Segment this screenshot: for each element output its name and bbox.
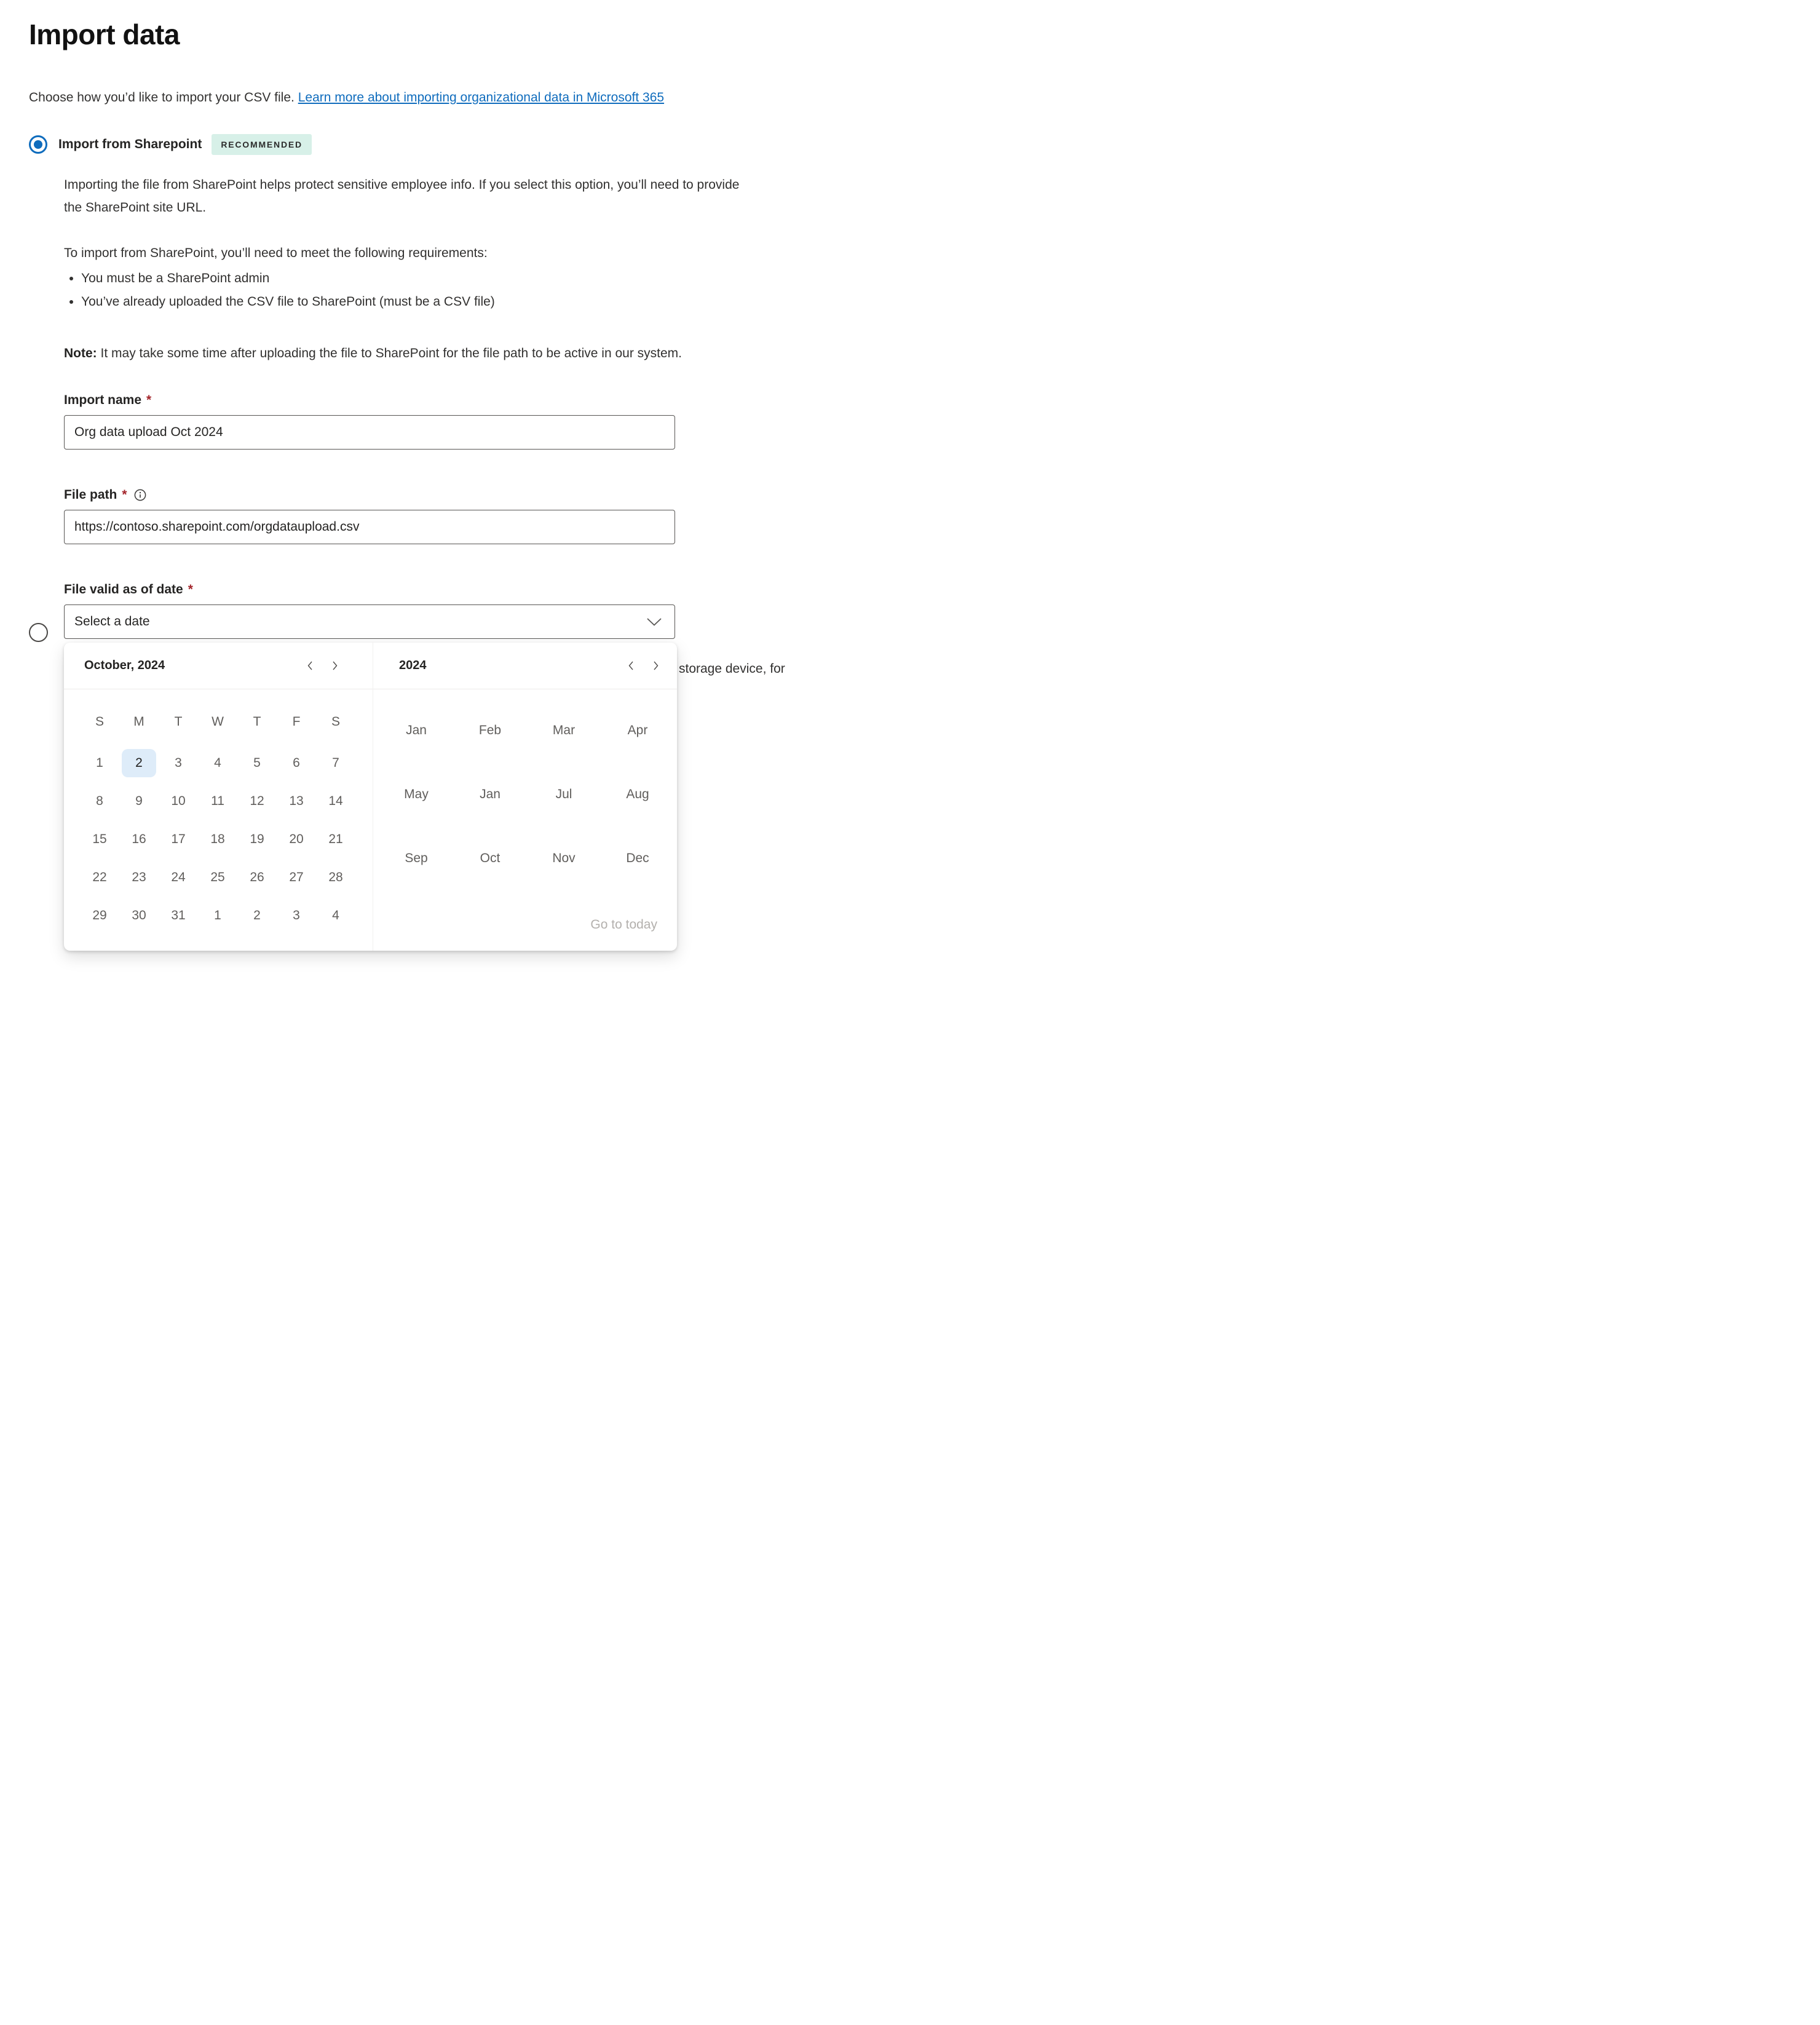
month-cell[interactable]: Nov xyxy=(527,841,601,876)
calendar-day[interactable]: 20 xyxy=(277,820,316,858)
calendar-day[interactable]: 30 xyxy=(119,897,159,935)
calendar-day[interactable]: 11 xyxy=(198,782,237,820)
local-option-text-fragment: storage device, for xyxy=(679,662,785,676)
calendar-month-panel xyxy=(373,643,677,951)
import-name-group xyxy=(64,393,759,450)
next-year-button[interactable] xyxy=(643,654,668,678)
calendar-day-selected[interactable]: 2 xyxy=(119,744,159,782)
calendar-day[interactable]: 22 xyxy=(80,858,119,897)
month-cell[interactable]: Mar xyxy=(527,713,601,748)
calendar-day[interactable]: 24 xyxy=(159,858,198,897)
file-valid-date-group xyxy=(64,582,785,932)
calendar-day[interactable]: 21 xyxy=(316,820,355,858)
day-header: T xyxy=(253,715,261,729)
go-to-today-button[interactable]: Go to today xyxy=(589,915,659,935)
month-cell[interactable]: Jan xyxy=(379,713,453,748)
file-path-input[interactable] xyxy=(64,510,675,544)
calendar-day[interactable]: 19 xyxy=(237,820,277,858)
calendar-month-header: October, 2024 xyxy=(84,659,165,672)
day-header: T xyxy=(174,715,183,729)
day-header: S xyxy=(331,715,340,729)
month-cell[interactable]: Feb xyxy=(453,713,527,748)
calendar-year-header: 2024 xyxy=(399,659,427,672)
requirements-list xyxy=(64,267,759,314)
calendar-day[interactable]: 1 xyxy=(80,744,119,782)
local-device-radio[interactable] xyxy=(29,623,48,642)
calendar-month-grid xyxy=(379,713,677,876)
calendar-day[interactable]: 26 xyxy=(237,858,277,897)
file-valid-date-label: File valid as of date xyxy=(64,582,183,596)
month-cell[interactable]: Aug xyxy=(601,777,675,812)
import-name-input[interactable] xyxy=(64,415,675,450)
calendar-day[interactable]: 7 xyxy=(316,744,355,782)
calendar-day[interactable]: 1 xyxy=(198,897,237,935)
note-paragraph xyxy=(64,342,759,365)
file-path-label: File path xyxy=(64,488,117,502)
calendar-day[interactable]: 4 xyxy=(198,744,237,782)
chevron-down-icon xyxy=(646,617,662,627)
sharepoint-option-description: Importing the file from SharePoint helps protect sensitive employee info. If you select this option, you’ll need to provide the SharePoint site URL. xyxy=(64,178,740,215)
sharepoint-radio[interactable] xyxy=(29,135,47,154)
month-cell[interactable]: Sep xyxy=(379,841,453,876)
recommended-badge: RECOMMENDED xyxy=(212,134,312,155)
chevron-right-icon xyxy=(651,660,661,671)
date-select[interactable] xyxy=(64,604,675,639)
learn-more-link[interactable]: Learn more about importing organizational data in Microsoft 365 xyxy=(298,90,665,105)
note-label: Note: xyxy=(64,346,97,360)
calendar-day[interactable]: 3 xyxy=(277,897,316,935)
calendar-day[interactable]: 25 xyxy=(198,858,237,897)
date-select-value: Select a date xyxy=(74,614,150,628)
day-header: F xyxy=(292,715,301,729)
day-header: W xyxy=(212,715,224,729)
chevron-right-icon xyxy=(330,660,340,671)
date-picker-popup xyxy=(64,643,677,951)
calendar-day[interactable]: 31 xyxy=(159,897,198,935)
month-cell[interactable]: Oct xyxy=(453,841,527,876)
calendar-day[interactable]: 29 xyxy=(80,897,119,935)
sharepoint-option-row xyxy=(29,134,910,155)
calendar-day[interactable]: 18 xyxy=(198,820,237,858)
calendar-day-grid xyxy=(80,744,373,935)
next-month-button[interactable] xyxy=(322,654,347,678)
calendar-day[interactable]: 6 xyxy=(277,744,316,782)
intro-paragraph xyxy=(29,89,910,107)
chevron-left-icon xyxy=(626,660,636,671)
day-header: M xyxy=(133,715,144,729)
chevron-left-icon xyxy=(305,660,315,671)
radio-selected-dot xyxy=(34,140,42,149)
previous-year-button[interactable] xyxy=(619,654,643,678)
calendar-day[interactable]: 17 xyxy=(159,820,198,858)
required-asterisk: * xyxy=(188,582,193,596)
calendar-day[interactable]: 5 xyxy=(237,744,277,782)
calendar-day[interactable]: 23 xyxy=(119,858,159,897)
import-data-page xyxy=(0,0,910,1012)
calendar-day[interactable]: 27 xyxy=(277,858,316,897)
calendar-day[interactable]: 13 xyxy=(277,782,316,820)
calendar-day[interactable]: 28 xyxy=(316,858,355,897)
calendar-day-panel xyxy=(64,643,373,951)
calendar-day[interactable]: 10 xyxy=(159,782,198,820)
requirements-intro: To import from SharePoint, you’ll need to meet the following requirements: xyxy=(64,246,488,260)
month-cell[interactable]: Jul xyxy=(527,777,601,812)
calendar-day[interactable]: 4 xyxy=(316,897,355,935)
month-cell[interactable]: Jan xyxy=(453,777,527,812)
file-path-group xyxy=(64,488,759,544)
calendar-day[interactable]: 12 xyxy=(237,782,277,820)
import-name-label: Import name xyxy=(64,393,142,407)
calendar-day[interactable]: 8 xyxy=(80,782,119,820)
day-header: S xyxy=(95,715,104,729)
calendar-day[interactable]: 16 xyxy=(119,820,159,858)
required-asterisk: * xyxy=(122,488,127,502)
month-cell[interactable]: Dec xyxy=(601,841,675,876)
day-of-week-header xyxy=(80,710,373,734)
info-icon[interactable] xyxy=(133,488,147,502)
note-text: It may take some time after uploading the file to SharePoint for the file path to be active in our system. xyxy=(100,346,682,360)
required-asterisk: * xyxy=(146,393,152,407)
calendar-day[interactable]: 15 xyxy=(80,820,119,858)
calendar-day[interactable]: 2 xyxy=(237,897,277,935)
page-title: Import data xyxy=(29,18,180,50)
requirement-item: • You must be a SharePoint admin xyxy=(81,267,759,290)
calendar-day[interactable]: 9 xyxy=(119,782,159,820)
month-cell[interactable]: May xyxy=(379,777,453,812)
calendar-day[interactable]: 3 xyxy=(159,744,198,782)
calendar-day[interactable]: 14 xyxy=(316,782,355,820)
sharepoint-option-label: Import from Sharepoint xyxy=(58,137,202,151)
previous-month-button[interactable] xyxy=(298,654,322,678)
month-cell[interactable]: Apr xyxy=(601,713,675,748)
requirement-item: • You’ve already uploaded the CSV file to SharePoint (must be a CSV file) xyxy=(81,290,759,314)
intro-text: Choose how you’d like to import your CSV file. xyxy=(29,90,295,105)
